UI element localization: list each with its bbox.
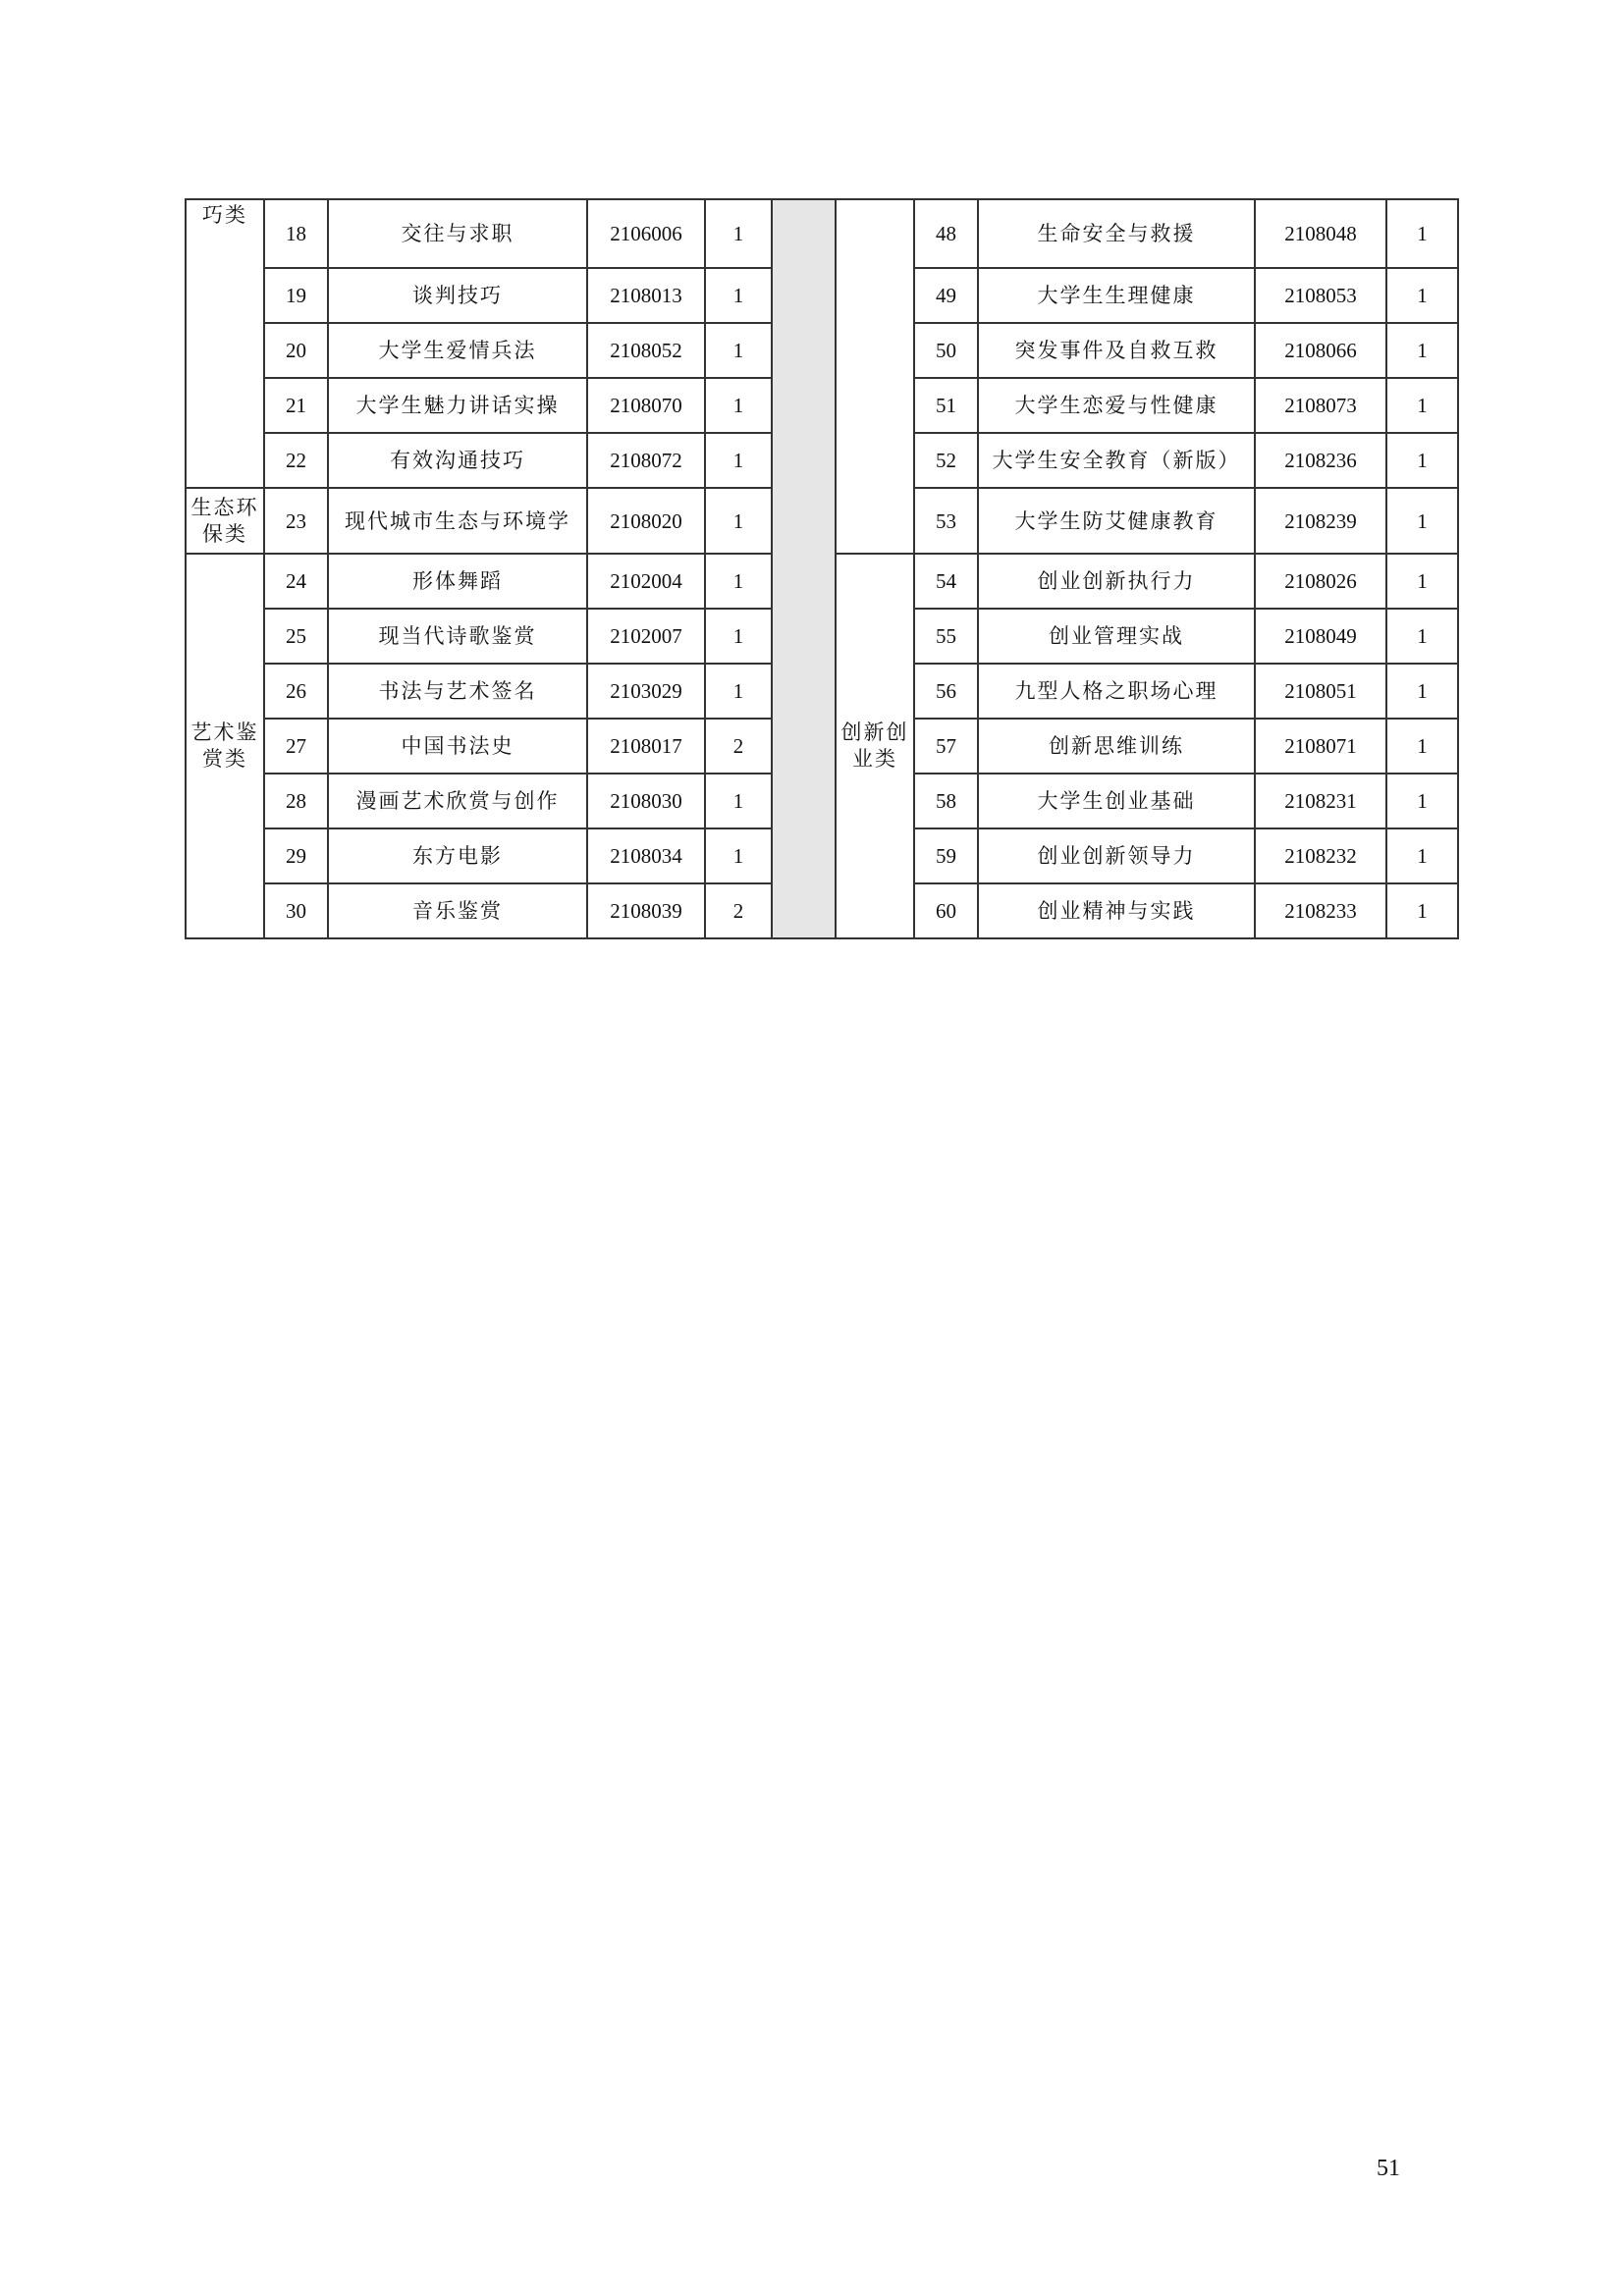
- course-number: 24: [264, 554, 328, 609]
- course-credit: 1: [1386, 719, 1458, 774]
- course-name: 创业创新领导力: [978, 828, 1255, 883]
- course-name: 突发事件及自救互救: [978, 323, 1255, 378]
- course-credit: 1: [1386, 554, 1458, 609]
- course-credit: 2: [705, 883, 772, 938]
- course-number: 58: [914, 774, 978, 828]
- course-number: 54: [914, 554, 978, 609]
- course-credit: 1: [705, 378, 772, 433]
- course-credit: 1: [705, 433, 772, 488]
- course-name: 创业管理实战: [978, 609, 1255, 664]
- category-cell: 创新创业类: [836, 554, 914, 938]
- course-name: 创业创新执行力: [978, 554, 1255, 609]
- course-credit: 2: [705, 719, 772, 774]
- course-number: 28: [264, 774, 328, 828]
- course-credit: 1: [1386, 828, 1458, 883]
- course-code: 2108020: [587, 488, 705, 554]
- course-number: 50: [914, 323, 978, 378]
- course-number: 53: [914, 488, 978, 554]
- course-code: 2108052: [587, 323, 705, 378]
- course-credit: 1: [1386, 609, 1458, 664]
- course-credit: 1: [1386, 378, 1458, 433]
- course-credit: 1: [1386, 268, 1458, 323]
- course-name: 现当代诗歌鉴赏: [328, 609, 587, 664]
- separator-column: [772, 199, 836, 938]
- course-code: 2108026: [1255, 554, 1386, 609]
- course-name: 创业精神与实践: [978, 883, 1255, 938]
- course-credit: 1: [705, 488, 772, 554]
- course-credit: 1: [705, 774, 772, 828]
- course-credit: 1: [705, 268, 772, 323]
- course-number: 29: [264, 828, 328, 883]
- course-name: 有效沟通技巧: [328, 433, 587, 488]
- course-credit: 1: [1386, 199, 1458, 268]
- course-code: 2102004: [587, 554, 705, 609]
- course-credit: 1: [705, 609, 772, 664]
- course-name: 九型人格之职场心理: [978, 664, 1255, 719]
- category-cell: 艺术鉴赏类: [186, 554, 264, 938]
- course-name: 大学生创业基础: [978, 774, 1255, 828]
- course-credit: 1: [1386, 664, 1458, 719]
- course-code: 2108073: [1255, 378, 1386, 433]
- course-number: 56: [914, 664, 978, 719]
- course-name: 大学生恋爱与性健康: [978, 378, 1255, 433]
- course-name: 书法与艺术签名: [328, 664, 587, 719]
- course-number: 57: [914, 719, 978, 774]
- course-credit: 1: [1386, 774, 1458, 828]
- course-name: 大学生爱情兵法: [328, 323, 587, 378]
- course-credit: 1: [705, 323, 772, 378]
- course-name: 创新思维训练: [978, 719, 1255, 774]
- course-number: 60: [914, 883, 978, 938]
- course-code: 2103029: [587, 664, 705, 719]
- course-code: 2108070: [587, 378, 705, 433]
- course-number: 26: [264, 664, 328, 719]
- course-number: 20: [264, 323, 328, 378]
- course-number: 25: [264, 609, 328, 664]
- course-credit: 1: [1386, 323, 1458, 378]
- course-code: 2108039: [587, 883, 705, 938]
- course-name: 生命安全与救援: [978, 199, 1255, 268]
- course-code: 2108071: [1255, 719, 1386, 774]
- course-code: 2108066: [1255, 323, 1386, 378]
- course-number: 21: [264, 378, 328, 433]
- course-code: 2108013: [587, 268, 705, 323]
- course-code: 2108034: [587, 828, 705, 883]
- course-name: 大学生生理健康: [978, 268, 1255, 323]
- course-number: 48: [914, 199, 978, 268]
- course-credit: 1: [705, 664, 772, 719]
- course-credit: 1: [1386, 433, 1458, 488]
- course-number: 59: [914, 828, 978, 883]
- course-code: 2108049: [1255, 609, 1386, 664]
- course-number: 55: [914, 609, 978, 664]
- course-code: 2102007: [587, 609, 705, 664]
- course-name: 漫画艺术欣赏与创作: [328, 774, 587, 828]
- course-number: 18: [264, 199, 328, 268]
- course-number: 19: [264, 268, 328, 323]
- course-code: 2108030: [587, 774, 705, 828]
- table-body: [186, 199, 1458, 938]
- course-name: 东方电影: [328, 828, 587, 883]
- course-name: 交往与求职: [328, 199, 587, 268]
- course-code: 2108048: [1255, 199, 1386, 268]
- course-name: 音乐鉴赏: [328, 883, 587, 938]
- category-cell: 生态环保类: [186, 488, 264, 554]
- course-code: 2108051: [1255, 664, 1386, 719]
- course-code: 2108233: [1255, 883, 1386, 938]
- table-row: [186, 199, 1458, 268]
- course-credit: 1: [1386, 883, 1458, 938]
- course-number: 49: [914, 268, 978, 323]
- course-number: 30: [264, 883, 328, 938]
- course-number: 23: [264, 488, 328, 554]
- course-code: 2108239: [1255, 488, 1386, 554]
- course-code: 2108017: [587, 719, 705, 774]
- course-code: 2108231: [1255, 774, 1386, 828]
- course-name: 大学生防艾健康教育: [978, 488, 1255, 554]
- course-code: 2108236: [1255, 433, 1386, 488]
- course-code: 2106006: [587, 199, 705, 268]
- course-name: 大学生魅力讲话实操: [328, 378, 587, 433]
- course-name: 现代城市生态与环境学: [328, 488, 587, 554]
- page-number: 51: [1377, 2156, 1400, 2181]
- course-credit: 1: [705, 554, 772, 609]
- course-number: 22: [264, 433, 328, 488]
- course-name: 中国书法史: [328, 719, 587, 774]
- course-code: 2108053: [1255, 268, 1386, 323]
- course-credit: 1: [705, 828, 772, 883]
- course-name: 形体舞蹈: [328, 554, 587, 609]
- course-credit: 1: [705, 199, 772, 268]
- course-number: 27: [264, 719, 328, 774]
- course-name: 大学生安全教育（新版）: [978, 433, 1255, 488]
- course-code: 2108072: [587, 433, 705, 488]
- course-code: 2108232: [1255, 828, 1386, 883]
- course-table: [185, 198, 1459, 939]
- category-cell: [836, 199, 914, 554]
- course-credit: 1: [1386, 488, 1458, 554]
- category-cell: 巧类: [186, 199, 264, 488]
- course-number: 52: [914, 433, 978, 488]
- course-number: 51: [914, 378, 978, 433]
- course-name: 谈判技巧: [328, 268, 587, 323]
